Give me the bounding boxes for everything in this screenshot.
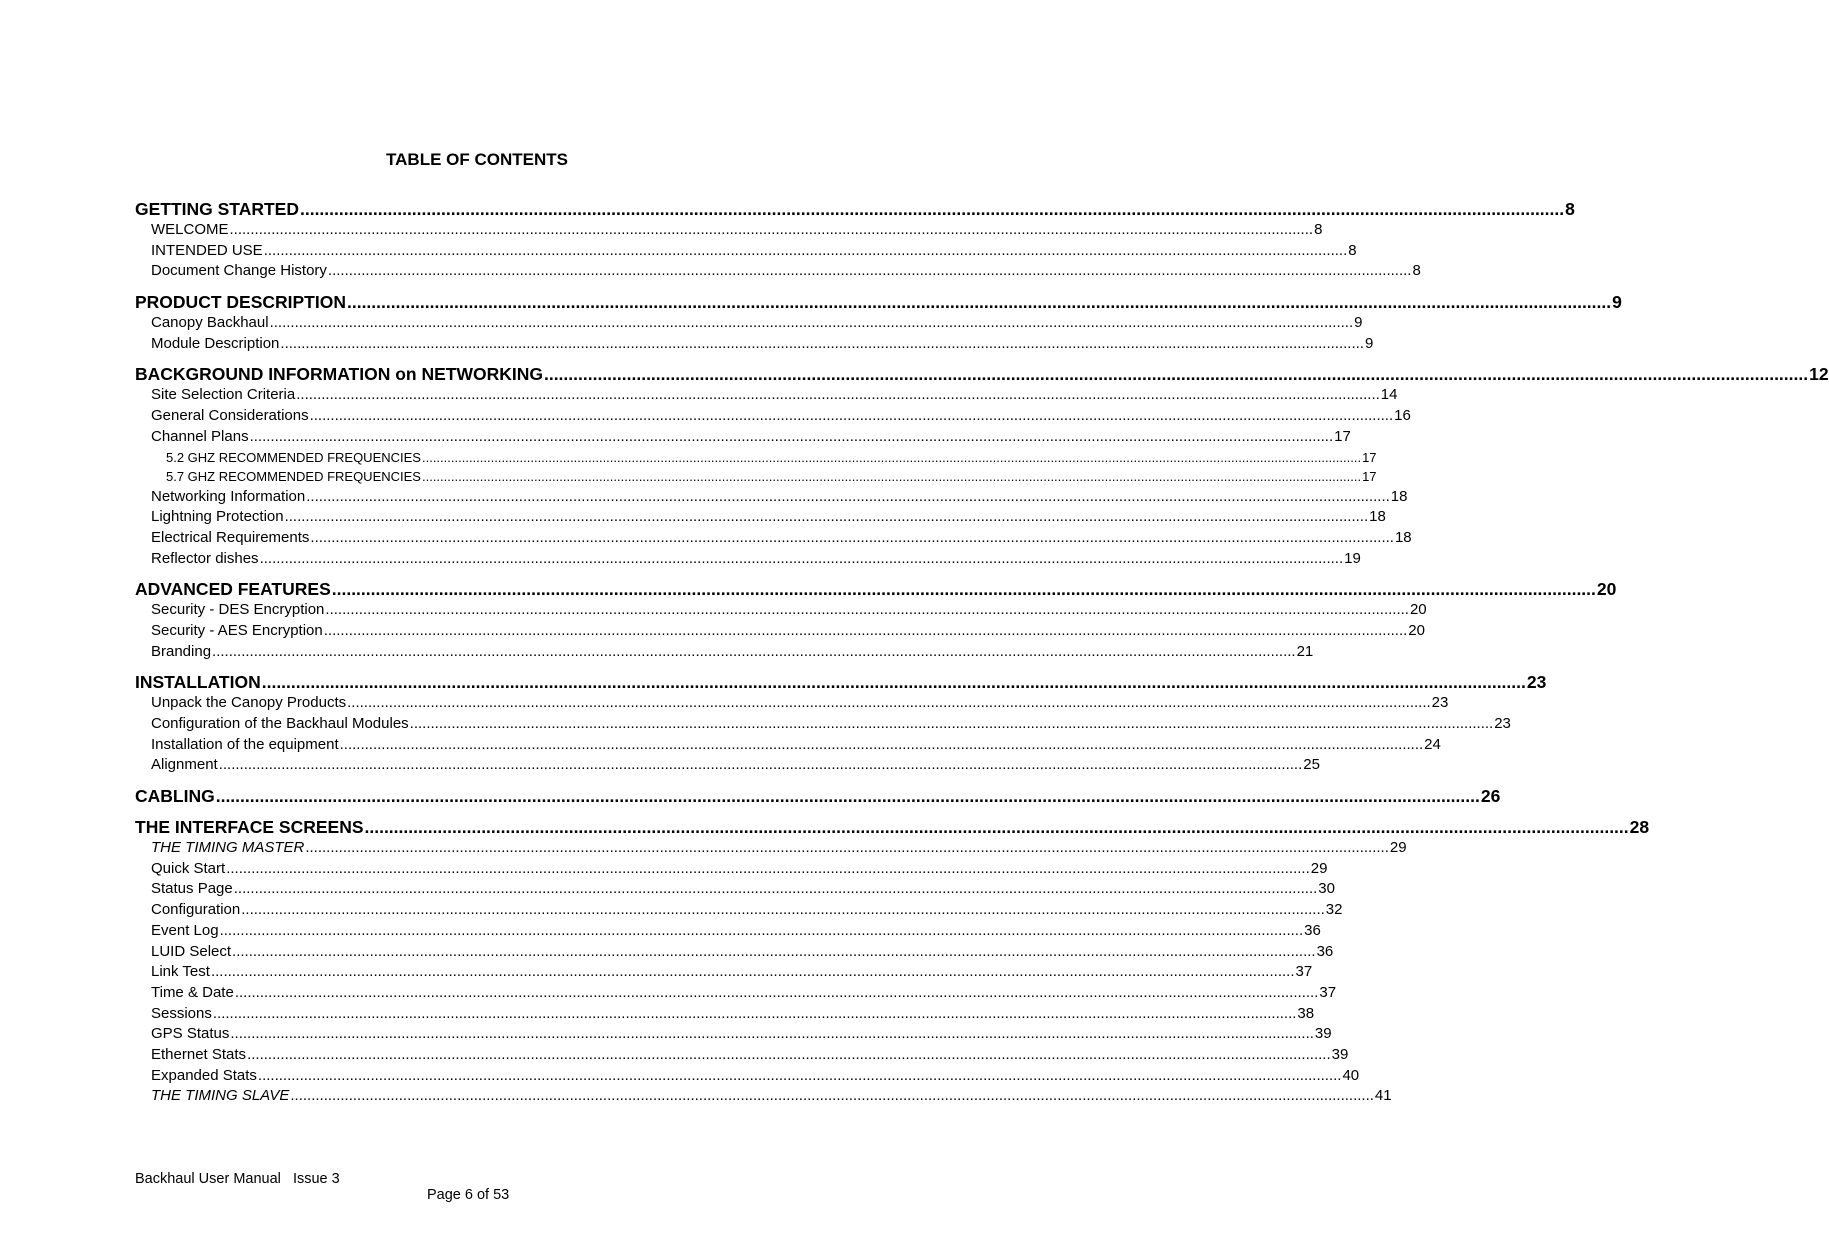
toc-entry-page: 17 [1362, 469, 1377, 484]
toc-entry-page: 21 [1296, 642, 1314, 660]
toc-dot-leader: .................................................................................................................................................................................................................................................................... [233, 880, 1318, 898]
toc-dot-leader: .................................................................................................................................................................................................................................................................... [230, 1025, 1314, 1043]
toc-entry-label: THE INTERFACE SCREENS [135, 817, 364, 838]
toc-entry-page: 36 [1304, 921, 1321, 939]
toc-dot-leader: .................................................................................................................................................................................................................................................................... [309, 407, 1394, 425]
toc-dot-leader: .................................................................................................................................................................................................................................................................... [323, 621, 1408, 639]
toc-entry-level-2[interactable] [135, 942, 1334, 963]
toc-dot-leader: .................................................................................................................................................................................................................................................................... [409, 715, 1494, 732]
toc-entry-label: Configuration of the Backhaul Modules [151, 715, 409, 732]
toc-dot-leader: .................................................................................................................................................................................................................................................................... [327, 262, 1412, 280]
toc-entry-label: Canopy Backhaul [151, 314, 269, 332]
toc-entry-label: 5.2 GHZ RECOMMENDED FREQUENCIES [166, 449, 421, 465]
toc-entry-page: 9 [1364, 334, 1374, 352]
toc-entry-page: 9 [1354, 314, 1363, 332]
toc-entry-label: INTENDED USE [151, 241, 263, 259]
toc-dot-leader: .................................................................................................................................................................................................................................................................... [241, 901, 1325, 919]
toc-entry-level-2[interactable] [135, 693, 1449, 714]
toc-dot-leader: .................................................................................................................................................................................................................................................................... [364, 817, 1629, 838]
toc-entry-label: WELCOME [151, 221, 229, 238]
toc-entry-label: Security - AES Encryption [151, 621, 323, 639]
toc-entry-label: Ethernet Stats [151, 1045, 247, 1063]
toc-entry-page: 37 [1319, 983, 1337, 1001]
toc-entry-label: CABLING [135, 786, 215, 807]
toc-dot-leader: .................................................................................................................................................................................................................................................................... [259, 549, 1344, 567]
toc-entry-page: 9 [1612, 292, 1622, 313]
toc-entry-label: Electrical Requirements [151, 528, 310, 546]
toc-dot-leader: .................................................................................................................................................................................................................................................................... [234, 983, 1319, 1001]
toc-dot-leader: .................................................................................................................................................................................................................................................................... [421, 469, 1362, 484]
toc-entry-label: INSTALLATION [135, 672, 261, 693]
toc-dot-leader: .................................................................................................................................................................................................................................................................... [305, 839, 1389, 857]
toc-dot-leader: .................................................................................................................................................................................................................................................................... [229, 221, 1314, 238]
toc-dot-leader: .................................................................................................................................................................................................................................................................... [346, 292, 1612, 313]
toc-entry-level-2[interactable] [135, 507, 1386, 528]
footer-page-number: Page 6 of 53 [427, 1187, 510, 1203]
toc-entry-label: Quick Start [151, 859, 226, 877]
toc-entry-page: 20 [1408, 621, 1425, 639]
toc-entry-page: 14 [1380, 386, 1398, 404]
toc-entry-page: 38 [1297, 1004, 1315, 1022]
toc-entry-level-2[interactable] [135, 642, 1314, 663]
toc-entry-level-2[interactable] [135, 600, 1427, 621]
toc-entry-label: Event Log [151, 921, 219, 939]
toc-entry-level-1[interactable] [135, 817, 1650, 838]
toc-entry-label: Alignment [151, 756, 218, 774]
toc-dot-leader: .................................................................................................................................................................................................................................................................... [280, 334, 1364, 352]
toc-dot-leader: .................................................................................................................................................................................................................................................................... [257, 1066, 1342, 1084]
toc-entry-level-2[interactable] [135, 921, 1321, 942]
toc-entry-page: 20 [1409, 601, 1427, 619]
toc-entry-label: Configuration [151, 901, 241, 919]
toc-entry-label: Status Page [151, 880, 233, 898]
toc-dot-leader: .................................................................................................................................................................................................................................................................... [226, 859, 1310, 877]
toc-entry-label: GPS Status [151, 1025, 230, 1043]
toc-entry-level-2[interactable] [135, 1004, 1315, 1025]
toc-entry-page: 17 [1362, 449, 1377, 465]
toc-entry-label: Security - DES Encryption [151, 601, 325, 619]
toc-entry-level-2[interactable] [135, 334, 1374, 355]
toc-entry-label: Link Test [151, 963, 210, 981]
toc-entry-label: THE TIMING MASTER [151, 839, 305, 857]
toc-dot-leader: .................................................................................................................................................................................................................................................................... [421, 449, 1362, 465]
toc-entry-level-2[interactable] [135, 879, 1335, 900]
toc-dot-leader: .................................................................................................................................................................................................................................................................... [247, 1045, 1331, 1063]
toc-dot-leader: .................................................................................................................................................................................................................................................................... [299, 199, 1565, 219]
toc-entry-page: 41 [1374, 1087, 1392, 1105]
toc-dot-leader: .................................................................................................................................................................................................................................................................... [290, 1087, 1374, 1105]
toc-entry-label: LUID Select [151, 942, 232, 960]
toc-entry-page: 12 [1809, 364, 1829, 385]
toc-entry-label: Lightning Protection [151, 508, 284, 526]
toc-entry-page: 8 [1412, 262, 1421, 280]
toc-entry-level-3[interactable] [135, 467, 1377, 487]
toc-entry-page: 18 [1390, 487, 1408, 505]
toc-entry-label: ADVANCED FEATURES [135, 579, 331, 600]
toc-entry-page: 17 [1334, 427, 1351, 445]
toc-entry-level-2[interactable] [135, 406, 1411, 427]
toc-entry-level-3[interactable] [135, 448, 1377, 468]
toc-entry-page: 23 [1494, 715, 1511, 732]
toc-entry-level-2[interactable] [135, 487, 1408, 508]
toc-entry-page: 29 [1310, 859, 1328, 877]
toc-dot-leader: .................................................................................................................................................................................................................................................................... [212, 1004, 1297, 1022]
toc-entry-label: BACKGROUND INFORMATION on NETWORKING [135, 364, 543, 385]
toc-entry-page: 8 [1348, 241, 1357, 259]
toc-entry-level-2[interactable] [135, 714, 1511, 735]
toc-entry-page: 8 [1565, 199, 1575, 219]
toc-entry-level-2[interactable] [135, 385, 1398, 406]
toc-entry-level-2[interactable] [135, 549, 1361, 570]
toc-entry-level-2[interactable] [135, 962, 1313, 983]
toc-entry-level-2[interactable] [135, 261, 1421, 282]
toc-entry-label: GETTING STARTED [135, 199, 299, 219]
toc-entry-page: 23 [1431, 694, 1449, 712]
toc-entry-level-2[interactable] [135, 1045, 1349, 1066]
toc-entry-label: Installation of the equipment [151, 735, 339, 753]
footer-manual-issue: Backhaul User Manual Issue 3 [135, 1171, 340, 1187]
toc-entry-page: 29 [1389, 839, 1407, 857]
toc-entry-level-2[interactable] [135, 1024, 1332, 1045]
toc-entry-label: PRODUCT DESCRIPTION [135, 292, 346, 313]
toc-entry-page: 37 [1295, 963, 1313, 981]
toc-dot-leader: .................................................................................................................................................................................................................................................................... [269, 314, 1354, 332]
toc-entry-level-2[interactable] [135, 220, 1323, 241]
toc-entry-label: Unpack the Canopy Products [151, 694, 347, 712]
toc-entry-level-1[interactable] [135, 579, 1617, 600]
toc-entry-level-1[interactable] [135, 672, 1547, 693]
toc-entry-page: 24 [1424, 735, 1441, 753]
toc-entry-level-2[interactable] [135, 313, 1363, 334]
toc-entry-label: 5.7 GHZ RECOMMENDED FREQUENCIES [166, 469, 421, 484]
toc-entry-page: 40 [1342, 1066, 1360, 1084]
toc-entry-page: 26 [1480, 786, 1501, 807]
toc-dot-leader: .................................................................................................................................................................................................................................................................... [296, 386, 1380, 404]
toc-entry-page: 30 [1318, 880, 1335, 898]
toc-dot-leader: .................................................................................................................................................................................................................................................................... [210, 963, 1295, 981]
toc-dot-leader: .................................................................................................................................................................................................................................................................... [284, 508, 1369, 526]
toc-entry-page: 16 [1394, 407, 1411, 425]
toc-entry-page: 39 [1314, 1025, 1332, 1043]
toc-entry-level-1[interactable] [135, 292, 1622, 313]
toc-entry-label: Module Description [151, 334, 280, 352]
toc-entry-label: Branding [151, 642, 212, 660]
toc-entry-page: 19 [1344, 549, 1361, 567]
toc-dot-leader: .................................................................................................................................................................................................................................................................... [543, 364, 1809, 385]
toc-title: TABLE OF CONTENTS [386, 150, 568, 169]
toc-dot-leader: .................................................................................................................................................................................................................................................................... [339, 735, 1424, 753]
toc-entry-level-1[interactable] [135, 786, 1501, 807]
toc-dot-leader: .................................................................................................................................................................................................................................................................... [331, 579, 1596, 600]
table-of-contents [135, 199, 1829, 1107]
toc-entry-level-1[interactable] [135, 364, 1829, 385]
toc-dot-leader: .................................................................................................................................................................................................................................................................... [212, 642, 1296, 660]
toc-entry-level-2[interactable] [135, 241, 1357, 262]
toc-entry-level-2[interactable] [135, 900, 1343, 921]
toc-entry-page: 32 [1325, 901, 1343, 919]
toc-entry-label: Channel Plans [151, 427, 249, 445]
toc-entry-page: 39 [1331, 1045, 1349, 1063]
toc-entry-level-2[interactable] [135, 1066, 1360, 1087]
toc-dot-leader: .................................................................................................................................................................................................................................................................... [215, 786, 1480, 807]
toc-entry-label: Expanded Stats [151, 1066, 257, 1084]
toc-entry-label: Time & Date [151, 983, 234, 1001]
toc-dot-leader: .................................................................................................................................................................................................................................................................... [249, 427, 1334, 445]
toc-entry-level-2[interactable] [135, 735, 1441, 756]
toc-entry-label: General Considerations [151, 407, 309, 425]
toc-entry-level-2[interactable] [135, 755, 1320, 776]
toc-dot-leader: .................................................................................................................................................................................................................................................................... [232, 942, 1316, 960]
toc-dot-leader: .................................................................................................................................................................................................................................................................... [347, 694, 1431, 712]
toc-entry-level-2[interactable] [135, 427, 1351, 448]
toc-entry-level-2[interactable] [135, 528, 1412, 549]
toc-entry-level-1[interactable] [135, 199, 1575, 220]
toc-entry-level-2[interactable] [135, 838, 1407, 859]
toc-entry-page: 25 [1303, 756, 1320, 774]
toc-dot-leader: .................................................................................................................................................................................................................................................................... [218, 756, 1303, 774]
toc-entry-page: 8 [1314, 221, 1323, 238]
toc-entry-level-2[interactable] [135, 621, 1425, 642]
toc-entry-page: 18 [1369, 508, 1386, 526]
toc-dot-leader: .................................................................................................................................................................................................................................................................... [306, 487, 1390, 505]
toc-entry-level-2[interactable] [135, 859, 1328, 880]
toc-entry-label: Site Selection Criteria [151, 386, 296, 404]
toc-entry-label: Reflector dishes [151, 549, 259, 567]
toc-dot-leader: .................................................................................................................................................................................................................................................................... [325, 601, 1409, 619]
toc-dot-leader: .................................................................................................................................................................................................................................................................... [263, 241, 1348, 259]
toc-entry-page: 23 [1526, 672, 1547, 693]
toc-entry-page: 20 [1596, 579, 1617, 600]
toc-entry-label: Sessions [151, 1004, 212, 1022]
toc-entry-label: Document Change History [151, 262, 327, 280]
toc-entry-level-2[interactable] [135, 983, 1337, 1004]
toc-entry-page: 28 [1629, 817, 1650, 838]
toc-dot-leader: .................................................................................................................................................................................................................................................................... [310, 528, 1394, 546]
page-footer [135, 1155, 510, 1203]
toc-entry-page: 36 [1316, 942, 1334, 960]
toc-dot-leader: .................................................................................................................................................................................................................................................................... [261, 672, 1526, 693]
toc-entry-page: 18 [1394, 528, 1412, 546]
toc-entry-label: THE TIMING SLAVE [151, 1087, 290, 1105]
toc-dot-leader: .................................................................................................................................................................................................................................................................... [219, 921, 1304, 939]
toc-entry-label: Networking Information [151, 487, 306, 505]
toc-entry-level-2[interactable] [135, 1086, 1392, 1107]
